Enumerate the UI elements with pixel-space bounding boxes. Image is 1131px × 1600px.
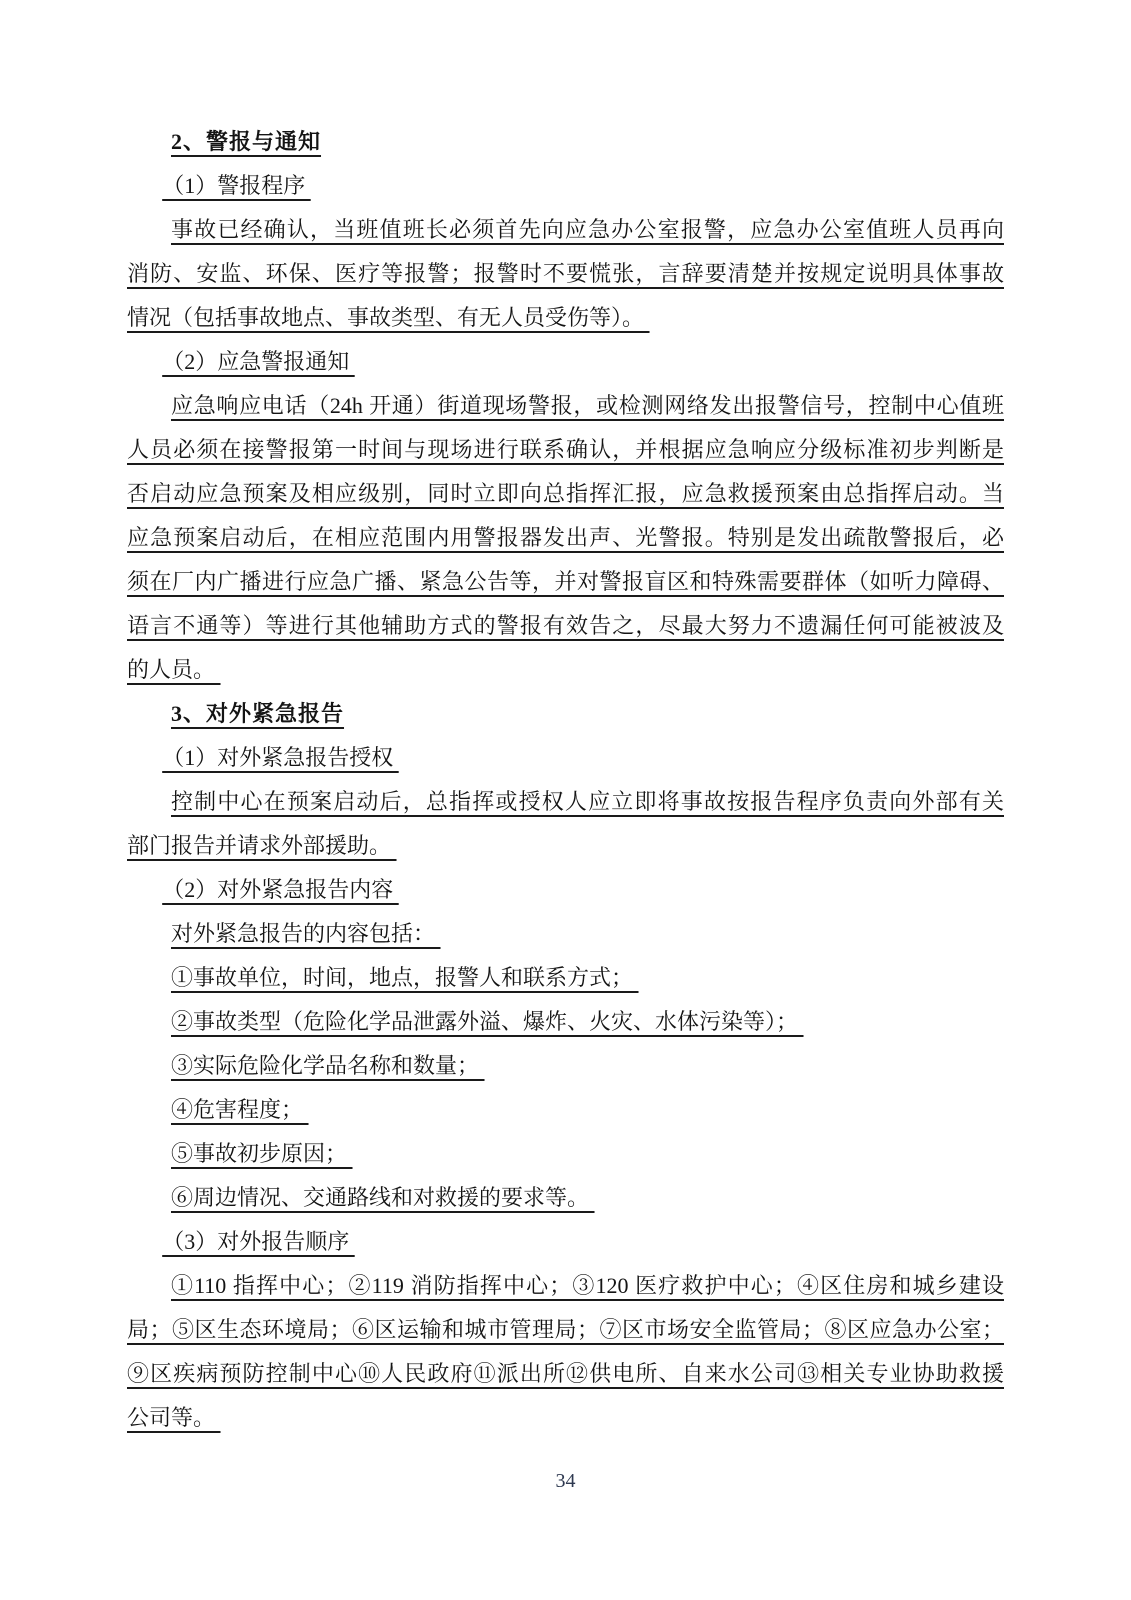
paragraph-line: 情况（包括事故地点、事故类型、有无人员受伤等）。 [127, 305, 650, 330]
paragraph-line: 消防、安监、环保、医疗等报警；报警时不要慌张，言辞要清楚并按规定说明具体事故 [127, 261, 1004, 286]
subheading-report-order: （3）对外报告顺序 [162, 1229, 355, 1254]
paragraph-line: 否启动应急预案及相应级别，同时立即向总指挥汇报，应急救援预案由总指挥启动。当 [127, 481, 1004, 506]
list-item-line: ⑤事故初步原因； [171, 1141, 353, 1166]
paragraph-line: ⑨区疾病预防控制中心⑩人民政府⑪派出所⑫供电所、自来水公司⑬相关专业协助救援 [127, 1361, 1004, 1386]
paragraph-line: 局；⑤区生态环境局；⑥区运输和城市管理局；⑦区市场安全监管局；⑧区应急办公室； [127, 1317, 1004, 1342]
paragraph-line: ①110 指挥中心；②119 消防指挥中心；③120 医疗救护中心；④区住房和城乡建设 [171, 1273, 1004, 1298]
subheading-emergency-alarm-notice: （2）应急警报通知 [162, 349, 355, 374]
paragraph-line: 语言不通等）等进行其他辅助方式的警报有效告之，尽最大努力不遗漏任何可能被波及 [127, 613, 1004, 638]
paragraph-line: 控制中心在预案启动后，总指挥或授权人应立即将事故按报告程序负责向外部有关 [171, 789, 1004, 814]
paragraph-line: 的人员。 [127, 657, 221, 682]
list-item-line: ①事故单位，时间，地点，报警人和联系方式； [171, 965, 639, 990]
list-item-line: ②事故类型（危险化学品泄露外溢、爆炸、火灾、水体污染等）； [171, 1009, 804, 1034]
subheading-report-content: （2）对外紧急报告内容 [162, 877, 399, 902]
paragraph-line: 部门报告并请求外部援助。 [127, 833, 397, 858]
paragraph-line: 人员必须在接警报第一时间与现场进行联系确认，并根据应急响应分级标准初步判断是 [127, 437, 1004, 462]
paragraph-line: 公司等。 [127, 1405, 221, 1430]
paragraph-line: 须在厂内广播进行应急广播、紧急公告等，并对警报盲区和特殊需要群体（如听力障碍、 [127, 569, 1004, 594]
subheading-report-authorization: （1）对外紧急报告授权 [162, 745, 399, 770]
list-intro-line: 对外紧急报告的内容包括： [171, 921, 441, 946]
list-item-line: ③实际危险化学品名称和数量； [171, 1053, 485, 1078]
list-item-line: ④危害程度； [171, 1097, 309, 1122]
paragraph-line: 应急预案启动后，在相应范围内用警报器发出声、光警报。特别是发出疏散警报后，必 [127, 525, 1004, 550]
section-heading-external-report: 3、对外紧急报告 [171, 701, 345, 726]
section-heading-alarm-notification: 2、警报与通知 [171, 129, 322, 154]
paragraph-line: 应急响应电话（24h 开通）街道现场警报，或检测网络发出报警信号，控制中心值班 [171, 393, 1004, 418]
subheading-alarm-procedure: （1）警报程序 [162, 173, 311, 198]
page-number: 34 [555, 1470, 576, 1492]
paragraph-line: 事故已经确认，当班值班长必须首先向应急办公室报警，应急办公室值班人员再向 [171, 217, 1004, 242]
list-item-line: ⑥周边情况、交通路线和对救援的要求等。 [171, 1185, 595, 1210]
document-page [127, 120, 1004, 1440]
